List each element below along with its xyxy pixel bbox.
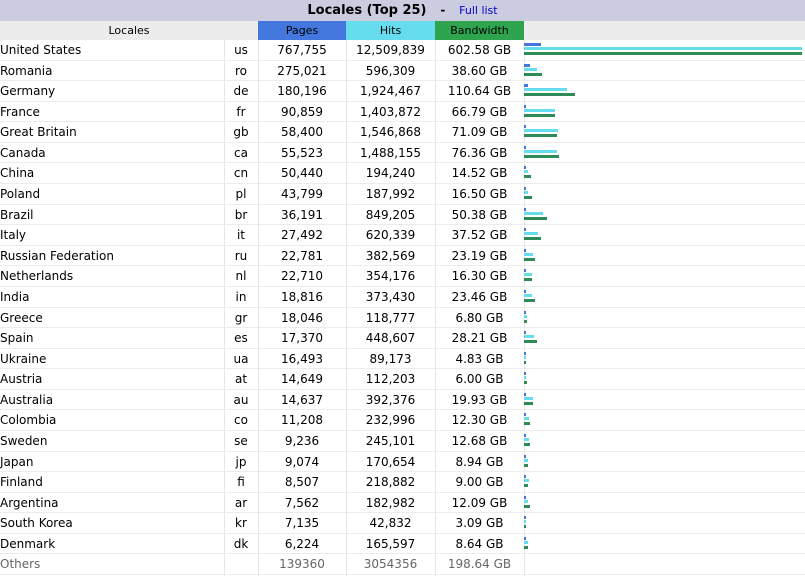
row-bar-graph xyxy=(524,351,805,368)
locale-name: Austria xyxy=(0,372,43,387)
bandwidth-bar xyxy=(524,93,575,96)
locale-code: kr xyxy=(235,516,247,531)
pages-bar xyxy=(524,43,541,46)
hits-bar xyxy=(524,356,526,359)
pages-bar xyxy=(524,146,526,149)
locale-code: ro xyxy=(234,63,247,78)
row-bar-graph xyxy=(524,104,805,121)
hits-bar xyxy=(524,397,533,400)
hits-bar xyxy=(524,88,567,91)
bandwidth-bar xyxy=(524,320,527,323)
bandwidth-value: 37.52 GB xyxy=(451,228,508,243)
table-row xyxy=(0,205,805,226)
pages-value: 55,523 xyxy=(281,145,323,160)
locale-name: Netherlands xyxy=(0,269,74,284)
bandwidth-value: 23.19 GB xyxy=(451,248,508,263)
bandwidth-bar xyxy=(524,422,530,425)
locale-name: Brazil xyxy=(0,207,34,222)
pages-bar xyxy=(524,166,526,169)
pages-value: 16,493 xyxy=(281,351,323,366)
locale-code: it xyxy=(236,228,246,243)
bandwidth-bar xyxy=(524,484,528,487)
header-bandwidth: Bandwidth xyxy=(435,21,524,40)
locale-code: co xyxy=(234,413,248,428)
locale-name: South Korea xyxy=(0,516,73,531)
bandwidth-value: 4.83 GB xyxy=(455,351,504,366)
hits-bar xyxy=(524,417,529,420)
locale-code: us xyxy=(234,43,248,57)
hits-value: 596,309 xyxy=(365,63,416,78)
bandwidth-bar xyxy=(524,381,527,384)
table-row xyxy=(0,472,805,493)
hits-value: 89,173 xyxy=(369,351,412,366)
locale-code: de xyxy=(233,84,249,99)
hits-bar xyxy=(524,68,537,71)
locale-code: ar xyxy=(234,495,248,510)
locale-code: fi xyxy=(237,475,245,490)
pages-value: 18,046 xyxy=(281,310,323,325)
pages-bar xyxy=(524,537,526,540)
locale-name: Spain xyxy=(0,331,34,346)
pages-value: 22,781 xyxy=(281,248,323,263)
pages-bar xyxy=(524,249,526,252)
full-list-link[interactable]: Full list xyxy=(459,4,498,17)
hits-value: 218,882 xyxy=(365,475,416,490)
pages-value: 9,236 xyxy=(284,433,320,448)
locale-name: China xyxy=(0,166,35,181)
bandwidth-value: 6.80 GB xyxy=(455,310,504,325)
row-bar-graph xyxy=(524,536,805,553)
locale-name: Canada xyxy=(0,145,46,160)
hits-value: 232,996 xyxy=(365,413,416,428)
locale-code: se xyxy=(234,433,248,448)
locale-name: Finland xyxy=(0,475,43,490)
pages-value: 18,816 xyxy=(281,289,323,304)
locale-name: United States xyxy=(0,43,82,57)
bandwidth-bar xyxy=(524,134,557,137)
bandwidth-value: 14.52 GB xyxy=(451,166,508,181)
pages-value: 180,196 xyxy=(277,84,327,99)
table-row xyxy=(0,369,805,390)
locale-name: Greece xyxy=(0,310,43,325)
others-name: Others xyxy=(0,557,41,572)
table-row xyxy=(0,534,805,555)
bandwidth-value: 28.21 GB xyxy=(451,331,508,346)
hits-value: 354,176 xyxy=(365,269,416,284)
locale-name: Japan xyxy=(0,454,34,469)
locale-name: Italy xyxy=(0,228,27,243)
pages-bar xyxy=(524,64,530,67)
bandwidth-value: 71.09 GB xyxy=(451,125,508,140)
pages-bar xyxy=(524,434,526,437)
bandwidth-bar xyxy=(524,196,532,199)
table-row xyxy=(0,452,805,473)
bandwidth-bar xyxy=(524,546,528,549)
locale-name: Romania xyxy=(0,63,53,78)
hits-bar xyxy=(524,541,528,544)
bandwidth-bar xyxy=(524,258,535,261)
row-bar-graph xyxy=(524,330,805,347)
pages-bar xyxy=(524,125,526,128)
hits-bar xyxy=(524,273,532,276)
hits-bar xyxy=(524,170,528,173)
locale-code: in xyxy=(235,289,247,304)
row-bar-graph xyxy=(524,268,805,285)
bandwidth-bar xyxy=(524,443,530,446)
bandwidth-bar xyxy=(524,361,526,364)
pages-bar xyxy=(524,105,526,108)
bandwidth-value: 3.09 GB xyxy=(455,516,504,531)
bandwidth-value: 110.64 GB xyxy=(447,84,512,99)
locales-table-body xyxy=(0,40,805,575)
row-bar-graph xyxy=(524,433,805,450)
bandwidth-value: 12.09 GB xyxy=(451,495,508,510)
hits-value: 373,430 xyxy=(365,289,416,304)
locale-name: France xyxy=(0,104,40,119)
row-bar-graph xyxy=(524,371,805,388)
row-bar-graph xyxy=(524,63,805,80)
bandwidth-bar xyxy=(524,175,531,178)
row-bar-graph xyxy=(524,495,805,512)
section-title: Locales (Top 25) xyxy=(307,3,427,18)
pages-bar xyxy=(524,516,526,519)
bandwidth-bar xyxy=(524,52,802,55)
row-bar-graph xyxy=(524,186,805,203)
locale-name: Germany xyxy=(0,84,56,99)
pages-value: 22,710 xyxy=(281,269,323,284)
pages-value: 6,224 xyxy=(284,536,320,551)
pages-bar xyxy=(524,372,526,375)
header-locales: Locales xyxy=(0,21,258,40)
locale-code: fr xyxy=(236,104,246,119)
locale-code: gb xyxy=(233,125,249,140)
locale-code: pl xyxy=(235,187,247,202)
pages-bar xyxy=(524,331,526,334)
pages-bar xyxy=(524,228,526,231)
hits-value: 448,607 xyxy=(365,331,416,346)
locale-code: ua xyxy=(233,351,249,366)
pages-value: 50,440 xyxy=(281,166,323,181)
table-row xyxy=(0,431,805,452)
pages-value: 7,562 xyxy=(284,495,320,510)
locale-name: Australia xyxy=(0,392,54,407)
bandwidth-value: 50.38 GB xyxy=(451,207,508,222)
table-row xyxy=(0,246,805,267)
bandwidth-bar xyxy=(524,505,530,508)
pages-value: 36,191 xyxy=(281,207,323,222)
table-row xyxy=(0,328,805,349)
pages-bar xyxy=(524,311,526,314)
pages-bar xyxy=(524,496,526,499)
hits-value: 182,982 xyxy=(365,495,416,510)
hits-bar xyxy=(524,520,526,523)
locale-code: dk xyxy=(233,536,249,551)
others-hits: 3054356 xyxy=(363,557,418,572)
header-pages: Pages xyxy=(258,21,346,40)
table-row xyxy=(0,225,805,246)
table-row xyxy=(0,102,805,123)
hits-value: 42,832 xyxy=(369,516,412,531)
hits-value: 187,992 xyxy=(365,187,416,202)
hits-bar xyxy=(524,212,543,215)
hits-bar xyxy=(524,47,802,50)
hits-value: 165,597 xyxy=(365,536,416,551)
others-bandwidth: 198.64 GB xyxy=(447,557,512,572)
table-row xyxy=(0,513,805,534)
hits-value: 112,203 xyxy=(365,372,416,387)
hits-value: 392,376 xyxy=(365,392,416,407)
pages-bar xyxy=(524,290,526,293)
pages-value: 43,799 xyxy=(281,187,323,202)
pages-bar xyxy=(524,208,526,211)
others-row xyxy=(0,554,805,575)
locale-name: India xyxy=(0,289,30,304)
bandwidth-bar xyxy=(524,114,555,117)
pages-bar xyxy=(524,269,526,272)
hits-bar xyxy=(524,232,538,235)
bandwidth-bar xyxy=(524,155,559,158)
pages-value: 14,637 xyxy=(281,392,323,407)
bandwidth-value: 16.30 GB xyxy=(451,269,508,284)
table-row xyxy=(0,287,805,308)
row-bar-graph xyxy=(524,207,805,224)
locale-code: es xyxy=(234,331,248,346)
table-row xyxy=(0,163,805,184)
bandwidth-value: 8.94 GB xyxy=(455,454,504,469)
bandwidth-value: 16.50 GB xyxy=(451,187,508,202)
bandwidth-value: 19.93 GB xyxy=(451,392,508,407)
pages-value: 8,507 xyxy=(284,475,320,490)
pages-value: 17,370 xyxy=(281,331,323,346)
pages-bar xyxy=(524,475,526,478)
hits-value: 1,403,872 xyxy=(359,104,422,119)
locale-code: ca xyxy=(234,145,248,160)
bandwidth-value: 66.79 GB xyxy=(451,104,508,119)
hits-value: 194,240 xyxy=(365,166,416,181)
section-title-bar xyxy=(0,0,805,21)
table-row xyxy=(0,308,805,329)
hits-bar xyxy=(524,191,528,194)
locale-name: Poland xyxy=(0,187,41,202)
locale-code: au xyxy=(233,392,249,407)
row-bar-graph xyxy=(524,145,805,162)
table-row xyxy=(0,143,805,164)
bandwidth-value: 602.58 GB xyxy=(447,43,512,57)
hits-bar xyxy=(524,129,558,132)
locale-name: Sweden xyxy=(0,433,48,448)
hits-value: 1,546,868 xyxy=(359,125,422,140)
table-row xyxy=(0,266,805,287)
locale-code: nl xyxy=(235,269,247,284)
hits-bar xyxy=(524,335,534,338)
row-bar-graph xyxy=(524,310,805,327)
title-separator: - xyxy=(440,3,446,17)
locale-code: br xyxy=(234,207,248,222)
table-row xyxy=(0,122,805,143)
hits-bar xyxy=(524,315,527,318)
table-row xyxy=(0,410,805,431)
hits-value: 12,509,839 xyxy=(356,43,425,57)
locale-name: Great Britain xyxy=(0,125,77,140)
row-bar-graph xyxy=(524,83,805,100)
hits-bar xyxy=(524,500,528,503)
bandwidth-bar xyxy=(524,237,541,240)
hits-value: 170,654 xyxy=(365,454,416,469)
hits-bar xyxy=(524,376,526,379)
header-hits: Hits xyxy=(346,21,435,40)
pages-value: 275,021 xyxy=(277,63,327,78)
pages-value: 11,208 xyxy=(281,413,323,428)
bandwidth-bar xyxy=(524,402,533,405)
hits-value: 849,205 xyxy=(365,207,416,222)
pages-bar xyxy=(524,352,526,355)
table-row xyxy=(0,493,805,514)
row-bar-graph xyxy=(524,412,805,429)
bandwidth-value: 6.00 GB xyxy=(455,372,504,387)
locale-code: jp xyxy=(235,454,247,469)
locale-name: Denmark xyxy=(0,536,56,551)
locale-code: at xyxy=(234,372,248,387)
pages-bar xyxy=(524,187,526,190)
table-row xyxy=(0,349,805,370)
bandwidth-value: 9.00 GB xyxy=(455,475,504,490)
bandwidth-value: 76.36 GB xyxy=(451,145,508,160)
locale-name: Argentina xyxy=(0,495,59,510)
hits-value: 118,777 xyxy=(365,310,416,325)
table-header xyxy=(0,21,805,40)
row-bar-graph xyxy=(524,124,805,141)
pages-bar xyxy=(524,84,528,87)
row-bar-graph xyxy=(524,454,805,471)
row-bar-graph xyxy=(524,474,805,491)
pages-bar xyxy=(524,413,526,416)
row-bar-graph xyxy=(524,42,805,59)
bandwidth-bar xyxy=(524,73,542,76)
pages-bar xyxy=(524,393,526,396)
hits-value: 382,569 xyxy=(365,248,416,263)
table-row xyxy=(0,40,805,61)
hits-bar xyxy=(524,479,529,482)
row-bar-graph xyxy=(524,392,805,409)
bandwidth-bar xyxy=(524,525,526,528)
hits-value: 1,924,467 xyxy=(359,84,422,99)
pages-value: 27,492 xyxy=(281,228,323,243)
hits-bar xyxy=(524,294,532,297)
locale-name: Russian Federation xyxy=(0,248,114,263)
pages-bar xyxy=(524,455,526,458)
bandwidth-value: 8.64 GB xyxy=(455,536,504,551)
locale-code: gr xyxy=(234,310,248,325)
others-pages: 139360 xyxy=(279,557,325,572)
table-row xyxy=(0,390,805,411)
hits-bar xyxy=(524,109,555,112)
table-row xyxy=(0,81,805,102)
hits-bar xyxy=(524,150,557,153)
row-bar-graph xyxy=(524,248,805,265)
locale-code: cn xyxy=(233,166,249,181)
row-bar-graph xyxy=(524,165,805,182)
hits-bar xyxy=(524,459,528,462)
bandwidth-value: 12.30 GB xyxy=(451,413,508,428)
pages-value: 14,649 xyxy=(281,372,323,387)
table-row xyxy=(0,184,805,205)
bandwidth-bar xyxy=(524,299,535,302)
bandwidth-bar xyxy=(524,278,532,281)
pages-value: 7,135 xyxy=(284,516,320,531)
hits-bar xyxy=(524,253,533,256)
bandwidth-value: 23.46 GB xyxy=(451,289,508,304)
hits-bar xyxy=(524,438,529,441)
bandwidth-bar xyxy=(524,464,528,467)
pages-value: 58,400 xyxy=(281,125,323,140)
locale-code: ru xyxy=(234,248,248,263)
bandwidth-bar xyxy=(524,340,537,343)
bandwidth-value: 38.60 GB xyxy=(451,63,508,78)
pages-value: 90,859 xyxy=(281,104,323,119)
row-bar-graph xyxy=(524,289,805,306)
hits-value: 245,101 xyxy=(365,433,416,448)
pages-value: 767,755 xyxy=(277,43,327,57)
bandwidth-value: 12.68 GB xyxy=(451,433,508,448)
locale-name: Ukraine xyxy=(0,351,47,366)
header-graph xyxy=(524,21,805,40)
pages-value: 9,074 xyxy=(284,454,320,469)
locale-name: Colombia xyxy=(0,413,57,428)
hits-value: 1,488,155 xyxy=(359,145,422,160)
hits-value: 620,339 xyxy=(365,228,416,243)
bandwidth-bar xyxy=(524,217,547,220)
table-row xyxy=(0,61,805,82)
row-bar-graph xyxy=(524,227,805,244)
row-bar-graph xyxy=(524,515,805,532)
